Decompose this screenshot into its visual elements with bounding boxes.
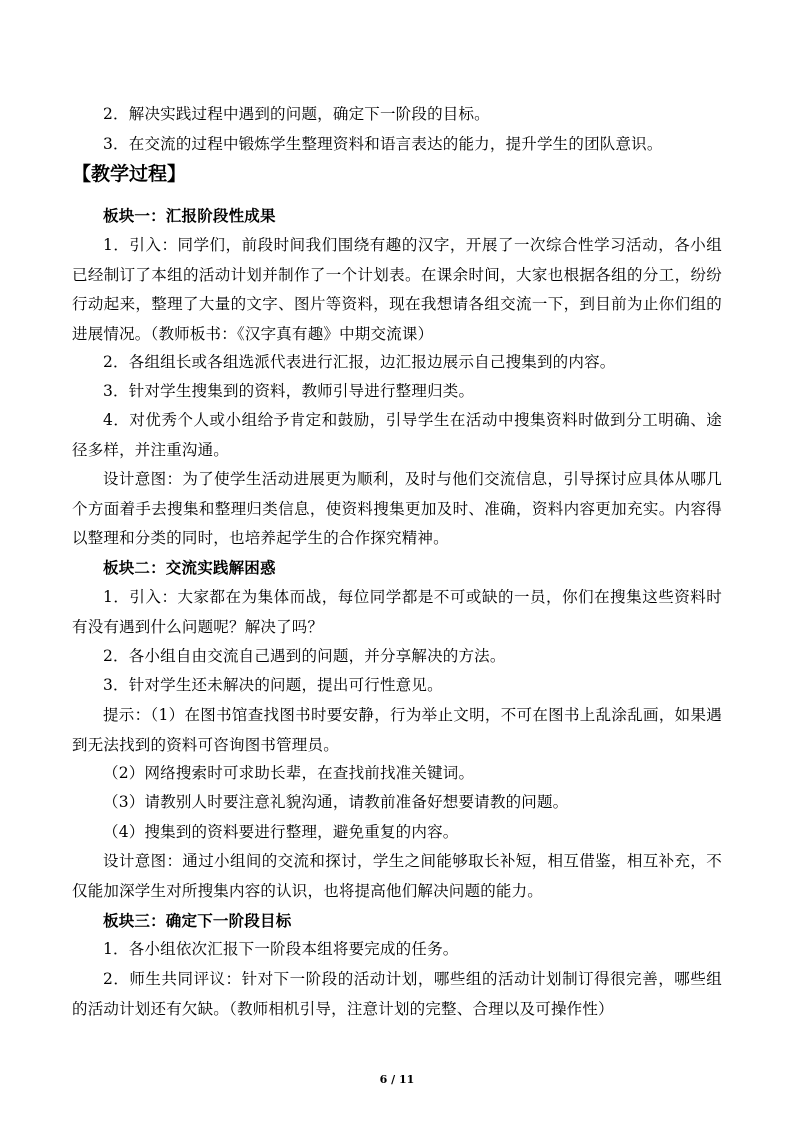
block1-item-2: 2．各组组长或各组选派代表进行汇报，边汇报边展示自己搜集到的内容。 bbox=[103, 353, 616, 371]
block3-item-2: 2．师生共同评议：针对下一阶段的活动计划，哪些组的活动计划制订得很完善，哪些组的活动计划还有欠缺。（教师相机引导，注意计划的完整、合理以及可操作性） bbox=[72, 970, 722, 1018]
block2-tip-4: （4）搜集到的资料要进行整理，避免重复的内容。 bbox=[103, 823, 459, 841]
block1-item-3: 3．针对学生搜集到的资料，教师引导进行整理归类。 bbox=[103, 382, 475, 400]
block2-tip-3: （3）请教别人时要注意礼貌沟通，请教前准备好想要请教的问题。 bbox=[103, 793, 569, 811]
block1-design-intent: 设计意图：为了使学生活动进展更为顺利，及时与他们交流信息，引导探讨应具体从哪几个方面着手去搜集和整理归类信息，使资料搜集更加及时、准确，资料内容更加充实。内容得以整理和分类的同时，也培养起学生的合作探究精神。 bbox=[72, 470, 722, 547]
block3-item-1: 1．各小组依次汇报下一阶段本组将要完成的任务。 bbox=[103, 940, 459, 958]
block2-design-intent: 设计意图：通过小组间的交流和探讨，学生之间能够取长补短，相互借鉴，相互补充，不仅能加深学生对所搜集内容的认识，也将提高他们解决问题的能力。 bbox=[72, 852, 722, 900]
block2-item-2: 2．各小组自由交流自己遇到的问题，并分享解决的方法。 bbox=[103, 647, 506, 665]
block2-title: 板块二：交流实践解困惑 bbox=[103, 558, 276, 577]
block2-tip-1: 提示：（1）在图书馆查找图书时要安静，行为举止文明，不可在图书上乱涂乱画，如果遇到无法找到的资料可咨询图书管理员。 bbox=[72, 706, 722, 754]
section-heading: 【教学过程】 bbox=[72, 163, 187, 185]
block1-title: 板块一：汇报阶段性成果 bbox=[103, 206, 276, 225]
objective-item-2: 2．解决实践过程中遇到的问题，确定下一阶段的目标。 bbox=[103, 105, 490, 123]
block1-item-1: 1．引入：同学们，前段时间我们围绕有趣的汉字，开展了一次综合性学习活动，各小组已经制订了本组的活动计划并制作了一个计划表。在课余时间，大家也根据各组的分工，纷纷行动起来，整理了大量的文字、图片等资料，现在我想请各组交流一下，到目前为止你们组的进展情况。（教师板书：《汉字真有趣》中期交流课） bbox=[72, 236, 722, 343]
block2-item-3: 3．针对学生还未解决的问题，提出可行性意见。 bbox=[103, 676, 443, 694]
objective-item-3: 3．在交流的过程中锻炼学生整理资料和语言表达的能力，提升学生的团队意识。 bbox=[103, 135, 663, 153]
block3-title: 板块三：确定下一阶段目标 bbox=[103, 911, 292, 930]
block2-tip-2: （2）网络搜索时可求助长辈，在查找前找准关键词。 bbox=[103, 764, 475, 782]
block1-item-4: 4．对优秀个人或小组给予肯定和鼓励，引导学生在活动中搜集资料时做到分工明确、途径多样，并注重沟通。 bbox=[72, 411, 722, 459]
page-number: 6 / 11 bbox=[379, 1073, 415, 1086]
block2-item-1: 1．引入：大家都在为集体而战，每位同学都是不可或缺的一员，你们在搜集这些资料时有没有遇到什么问题呢？解决了吗？ bbox=[72, 588, 722, 636]
